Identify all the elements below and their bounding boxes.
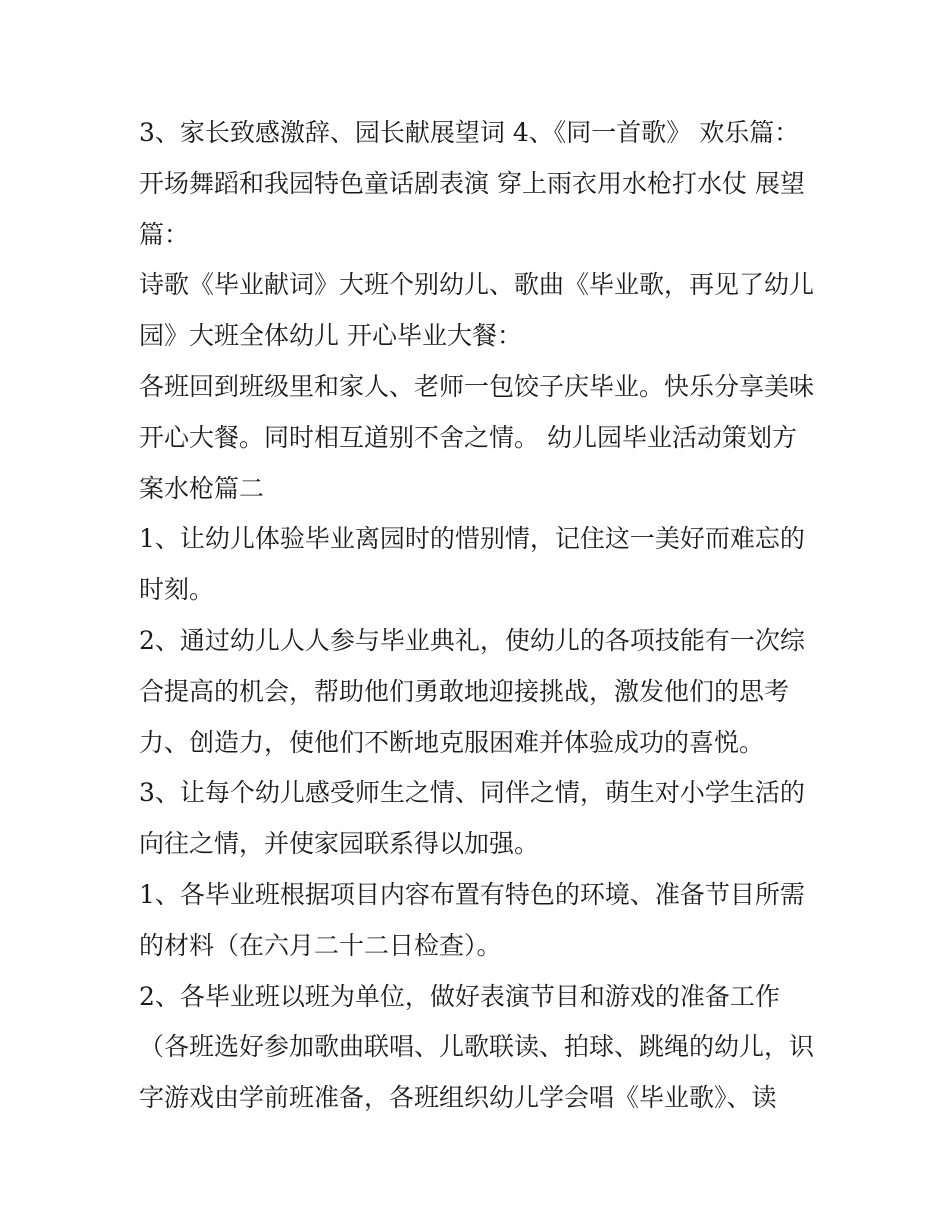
text-line: 2、通过幼儿人人参与毕业典礼，使幼儿的各项技能有一次综 bbox=[139, 625, 805, 655]
text-line: 合提高的机会，帮助他们勇敢地迎接挑战，激发他们的思考 bbox=[139, 676, 790, 706]
text-line: 1、让幼儿体验毕业离园时的惜别情，记住这一美好而难忘的 bbox=[139, 524, 805, 554]
text-line: 开场舞蹈和我园特色童话剧表演 穿上雨衣用水枪打水仗 展望 bbox=[139, 168, 805, 198]
text-line: 的材料（在六月二十二日检查）。 bbox=[139, 930, 502, 960]
text-line: 篇： bbox=[139, 219, 190, 249]
text-line: 1、各毕业班根据项目内容布置有特色的环境、准备节目所需 bbox=[139, 879, 805, 909]
text-line: 力、创造力，使他们不断地克服困难并体验成功的喜悦。 bbox=[139, 727, 765, 757]
text-line: 2、各毕业班以班为单位，做好表演节目和游戏的准备工作 bbox=[139, 981, 780, 1011]
text-line: 诗歌《毕业献词》大班个别幼儿、歌曲《毕业歌，再见了幼儿 bbox=[139, 270, 815, 300]
text-line: （各班选好参加歌曲联唱、儿歌联读、拍球、跳绳的幼儿，识 bbox=[139, 1032, 815, 1062]
text-line: 字游戏由学前班准备，各班组织幼儿学会唱《毕业歌》、读 bbox=[139, 1083, 777, 1113]
text-line: 各班回到班级里和家人、老师一包饺子庆毕业。快乐分享美味 bbox=[139, 371, 815, 401]
text-line: 案水枪篇二 bbox=[139, 473, 265, 503]
text-line: 向往之情，并使家园联系得以加强。 bbox=[139, 829, 540, 859]
text-line: 3、家长致感激辞、园长献展望词 4、《同一首歌》 欢乐篇： bbox=[139, 118, 800, 147]
text-line: 园》大班全体幼儿 开心毕业大餐： bbox=[139, 321, 522, 351]
document-body bbox=[139, 108, 819, 1124]
text-line: 时刻。 bbox=[139, 575, 215, 605]
text-line: 3、让每个幼儿感受师生之情、同伴之情，萌生对小学生活的 bbox=[139, 778, 805, 808]
text-line: 开心大餐。同时相互道别不舍之情。 幼儿园毕业活动策划方 bbox=[139, 422, 797, 452]
